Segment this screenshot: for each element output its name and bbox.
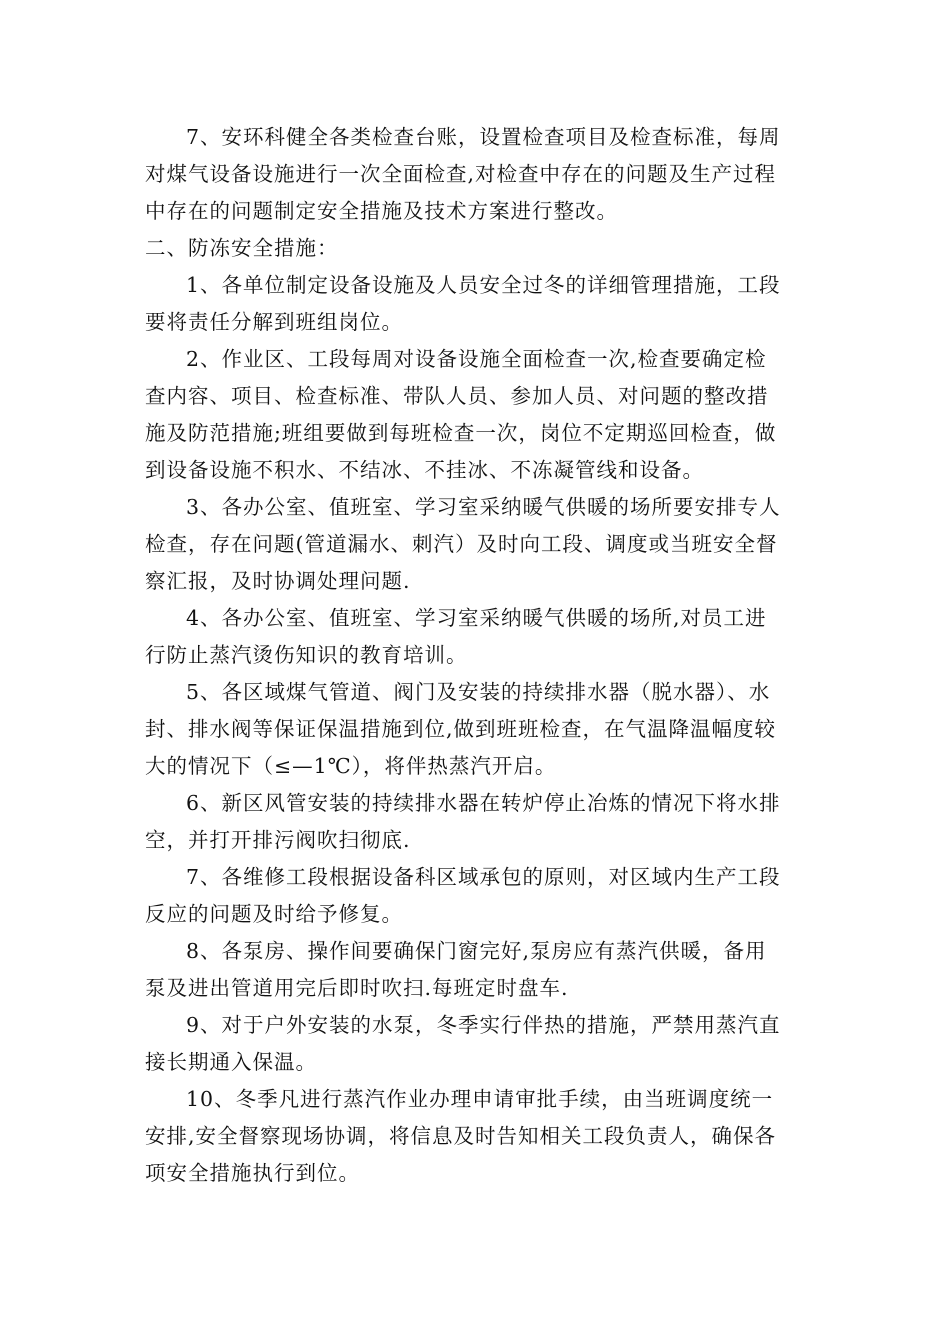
text-line: 空，并打开排污阀吹扫彻底. [145, 828, 411, 852]
text-line: 大的情况下（≤—1℃），将伴热蒸汽开启。 [145, 754, 557, 778]
text-line: 察汇报，及时协调处理问题. [145, 569, 411, 593]
text-line: 1、各单位制定设备设施及人员安全过冬的详细管理措施，工段 [186, 273, 781, 297]
text-line: 封、排水阀等保证保温措施到位,做到班班检查，在气温降温幅度较 [145, 717, 777, 741]
text-line: 查内容、项目、检查标准、带队人员、参加人员、对问题的整改措 [145, 384, 769, 408]
text-line: 泵及进出管道用完后即时吹扫.每班定时盘车. [145, 976, 569, 1000]
text-line: 4、各办公室、值班室、学习室采纳暖气供暖的场所,对员工进 [186, 606, 767, 630]
text-line: 安排,安全督察现场协调，将信息及时告知相关工段负责人，确保各 [145, 1124, 777, 1148]
paragraph-item-5 [145, 674, 805, 785]
text-line: 到设备设施不积水、不结冰、不挂冰、不冻凝管线和设备。 [145, 458, 704, 482]
text-line: 7、各维修工段根据设备科区域承包的原则，对区域内生产工段 [186, 865, 781, 889]
text-line: 施及防范措施;班组要做到每班检查一次，岗位不定期巡回检查，做 [145, 421, 777, 445]
text-line: 中存在的问题制定安全措施及技术方案进行整改。 [145, 199, 618, 223]
section-heading [145, 230, 805, 267]
text-line: 二、防冻安全措施： [145, 236, 339, 260]
paragraph-item-9 [145, 1007, 805, 1081]
text-line: 2、作业区、工段每周对设备设施全面检查一次,检查要确定检 [186, 347, 767, 371]
text-line: 接长期通入保温。 [145, 1050, 317, 1074]
paragraph-item-3 [145, 489, 805, 600]
document-page [145, 119, 805, 1192]
text-line: 6、新区风管安装的持续排水器在转炉停止冶炼的情况下将水排 [186, 791, 781, 815]
text-line: 项安全措施执行到位。 [145, 1161, 360, 1185]
paragraph-item-7 [145, 859, 805, 933]
paragraph-item-6 [145, 785, 805, 859]
text-line: 8、各泵房、操作间要确保门窗完好,泵房应有蒸汽供暖，备用 [186, 939, 767, 963]
text-line: 7、安环科健全各类检查台账，设置检查项目及检查标准，每周 [186, 125, 781, 149]
paragraph-item-10 [145, 1081, 805, 1192]
text-line: 要将责任分解到班组岗位。 [145, 310, 403, 334]
text-line: 10、冬季凡进行蒸汽作业办理申请审批手续，由当班调度统一 [186, 1087, 774, 1111]
text-line: 3、各办公室、值班室、学习室采纳暖气供暖的场所要安排专人 [186, 495, 781, 519]
paragraph-item-7-top [145, 119, 805, 230]
text-line: 检查，存在问题(管道漏水、刺汽）及时向工段、调度或当班安全督 [145, 532, 778, 556]
text-line: 5、各区域煤气管道、阀门及安装的持续排水器（脱水器）、水 [186, 680, 771, 704]
paragraph-item-8 [145, 933, 805, 1007]
paragraph-item-1 [145, 267, 805, 341]
text-line: 行防止蒸汽烫伤知识的教育培训。 [145, 643, 468, 667]
paragraph-item-4 [145, 600, 805, 674]
text-line: 对煤气设备设施进行一次全面检查,对检查中存在的问题及生产过程 [145, 162, 777, 186]
text-line: 反应的问题及时给予修复。 [145, 902, 403, 926]
text-line: 9、对于户外安装的水泵，冬季实行伴热的措施，严禁用蒸汽直 [186, 1013, 781, 1037]
paragraph-item-2 [145, 341, 805, 489]
